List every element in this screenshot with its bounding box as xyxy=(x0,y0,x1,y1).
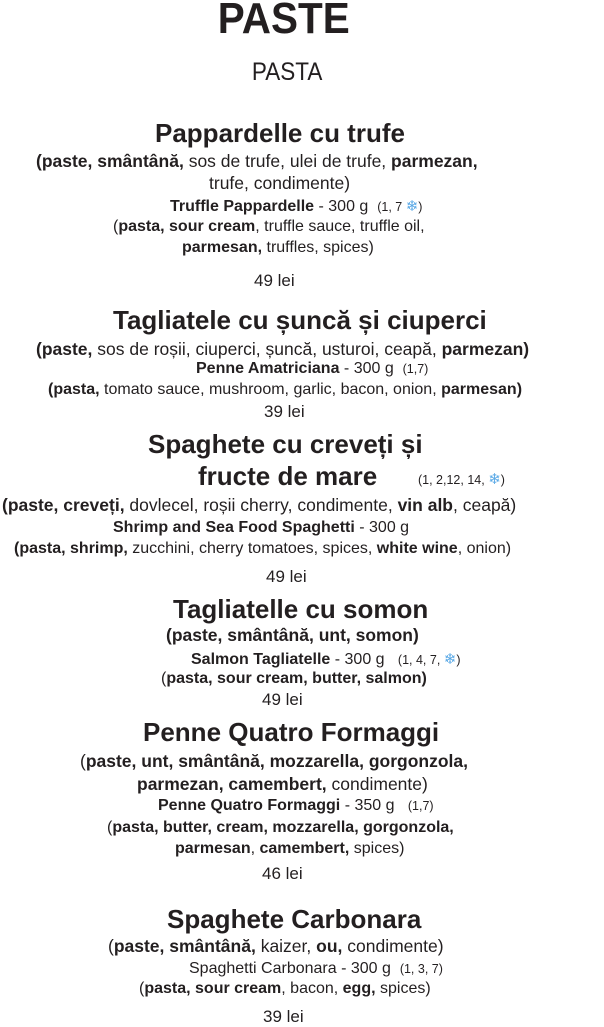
snowflake-icon: ❄ xyxy=(443,651,457,668)
dish-description-ro: (paste, sos de roșii, ciuperci, șuncă, usturoi, ceapă, parmezan) xyxy=(36,339,530,359)
dish-description-ro: (paste, creveți, dovlecel, roșii cherry, condimente, vin alb, ceapă) xyxy=(2,495,517,515)
dish-price: 49 lei xyxy=(262,690,303,709)
dish-name: Spaghete Carbonara xyxy=(167,904,422,934)
snowflake-icon: ❄ xyxy=(405,198,419,215)
dish-price: 46 lei xyxy=(262,864,303,883)
dish-name: Spaghete cu creveți și xyxy=(148,429,423,459)
dish-english-line: Salmon Tagliatelle - 300 g (1, 4, 7, ❄) xyxy=(191,651,461,668)
dish-description-en: (pasta, sour cream, butter, salmon) xyxy=(161,670,427,687)
dish-price: 39 lei xyxy=(264,402,305,421)
page-subtitle: PASTA xyxy=(251,58,323,86)
snowflake-icon: ❄ xyxy=(488,471,501,488)
dish-description-ro: trufe, condimente) xyxy=(209,173,351,193)
dish-name: Tagliatelle cu somon xyxy=(173,594,429,624)
dish-description-ro: (paste, smântână, sos de trufe, ulei de trufe, parmezan, xyxy=(36,151,478,171)
dish-description-en: (pasta, shrimp, zucchini, cherry tomatoes, spices, white wine, onion) xyxy=(14,540,512,557)
dish-english-line: Truffle Pappardelle - 300 g (1, 7 ❄) xyxy=(170,198,423,215)
dish-price: 49 lei xyxy=(266,567,307,586)
dish-description-en: (pasta, tomato sauce, mushroom, garlic, bacon, onion, parmesan) xyxy=(48,381,523,398)
dish-english-line: Penne Quatro Formaggi - 350 g (1,7) xyxy=(158,797,434,814)
dish-description-ro: parmezan, camembert, condimente) xyxy=(137,774,428,794)
dish-description-ro: (paste, smântână, unt, somon) xyxy=(166,625,419,645)
dish-allergens: (1, 2,12, 14, ❄) xyxy=(418,471,505,488)
dish-name: Penne Quatro Formaggi xyxy=(143,717,440,747)
dish-english-line: Spaghetti Carbonara - 300 g (1, 3, 7) xyxy=(189,960,443,977)
dish-description-en: (pasta, sour cream, truffle sauce, truffle oil, xyxy=(113,218,425,235)
dish-english-line: Shrimp and Sea Food Spaghetti - 300 g xyxy=(113,519,410,536)
dish-price: 49 lei xyxy=(254,271,295,290)
dish-description-ro: (paste, smântână, kaizer, ou, condimente) xyxy=(108,936,444,956)
dish-name: Tagliatele cu șuncă și ciuperci xyxy=(113,305,487,335)
dish-description-en: (pasta, sour cream, bacon, egg, spices) xyxy=(139,980,431,997)
dish-price: 39 lei xyxy=(263,1007,304,1026)
dish-english-line: Penne Amatriciana - 300 g (1,7) xyxy=(196,360,429,377)
dish-description-en: (pasta, butter, cream, mozzarella, gorgonzola, xyxy=(107,819,454,836)
dish-description-ro: (paste, unt, smântână, mozzarella, gorgonzola, xyxy=(80,751,468,771)
dish-description-en: parmesan, truffles, spices) xyxy=(182,239,374,256)
dish-description-en: parmesan, camembert, spices) xyxy=(175,840,405,857)
page-title: PASTE xyxy=(217,0,350,43)
dish-name: Pappardelle cu trufe xyxy=(155,118,405,148)
dish-name: fructe de mare xyxy=(198,461,378,491)
